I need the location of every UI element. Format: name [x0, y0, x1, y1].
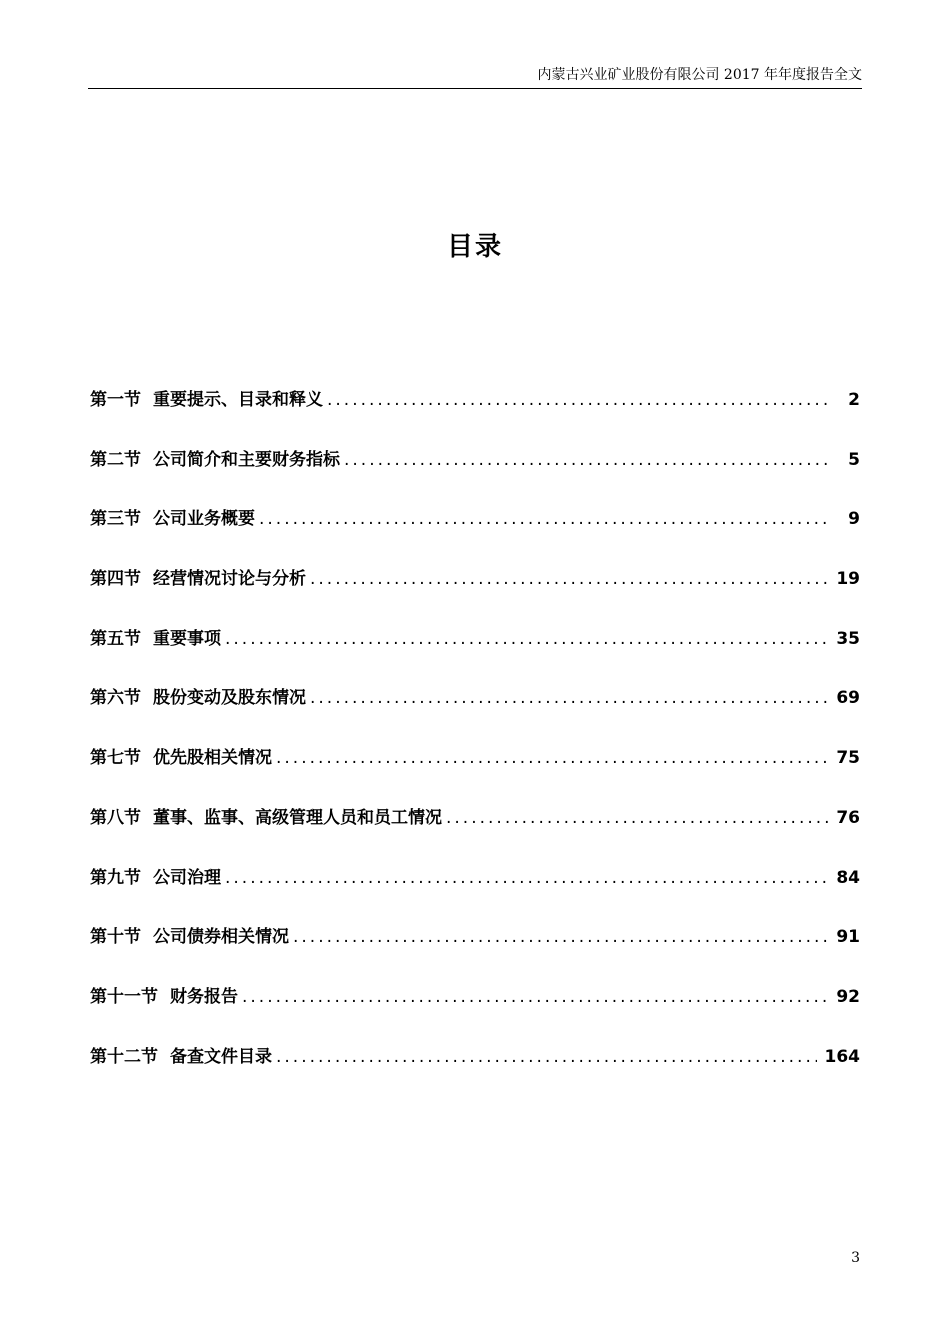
toc-section-number: 第九节 [90, 867, 141, 888]
toc-page-number: 19 [836, 569, 860, 590]
toc-entry-label [90, 866, 221, 890]
toc-section-title: 优先股相关情况 [153, 748, 272, 769]
dot-leader [225, 866, 828, 890]
dot-leader [327, 388, 828, 412]
toc-section-title: 公司债券相关情况 [153, 927, 289, 948]
toc-page-number: 35 [836, 628, 860, 649]
dot-leader [276, 1045, 817, 1069]
dot-leader [344, 448, 828, 472]
toc-entry-label [90, 925, 289, 949]
toc-section-number: 第一节 [90, 390, 141, 410]
toc-entry[interactable] [90, 806, 860, 866]
dot-leader [276, 746, 828, 770]
toc-entry-label [90, 985, 238, 1009]
toc-entry[interactable] [90, 448, 860, 508]
toc-section-number: 第六节 [90, 688, 141, 709]
running-header: 内蒙古兴业矿业股份有限公司 2017 年年度报告全文 [537, 67, 862, 83]
table-of-contents [90, 388, 860, 1104]
toc-page-number: 9 [848, 509, 860, 530]
toc-entry[interactable] [90, 627, 860, 687]
toc-entry[interactable] [90, 1045, 860, 1105]
toc-section-title: 重要提示、目录和释义 [153, 390, 323, 410]
toc-section-number: 第二节 [90, 449, 141, 470]
toc-page-number: 69 [836, 688, 860, 709]
toc-section-title: 备查文件目录 [170, 1046, 272, 1067]
page-title: 目录 [446, 232, 503, 262]
toc-entry[interactable] [90, 746, 860, 806]
toc-entry-label [90, 1045, 272, 1069]
toc-section-title: 董事、监事、高级管理人员和员工情况 [153, 807, 442, 828]
toc-section-title: 股份变动及股东情况 [153, 688, 306, 709]
toc-section-number: 第八节 [90, 807, 141, 828]
toc-page-number: 91 [836, 927, 860, 948]
toc-entry-label [90, 507, 255, 531]
toc-page-number: 5 [848, 449, 860, 470]
toc-section-title: 经营情况讨论与分析 [153, 569, 306, 590]
toc-entry-label [90, 746, 272, 770]
toc-section-title: 重要事项 [153, 628, 221, 649]
page-number: 3 [851, 1250, 860, 1266]
toc-section-number: 第十二节 [90, 1046, 158, 1067]
toc-section-number: 第五节 [90, 628, 141, 649]
toc-entry-label [90, 448, 340, 472]
toc-section-title: 公司简介和主要财务指标 [153, 449, 340, 470]
dot-leader [446, 806, 828, 830]
dot-leader [310, 686, 828, 710]
toc-section-number: 第三节 [90, 509, 141, 530]
toc-page-number: 164 [824, 1046, 860, 1067]
dot-leader [242, 985, 828, 1009]
toc-page-number: 2 [848, 390, 860, 410]
toc-entry-label [90, 627, 221, 651]
toc-entry[interactable] [90, 925, 860, 985]
toc-section-title: 公司治理 [153, 867, 221, 888]
toc-entry-label [90, 806, 442, 830]
toc-entry-label [90, 567, 306, 591]
toc-page-number: 76 [836, 807, 860, 828]
dot-leader [259, 507, 828, 531]
toc-section-number: 第十节 [90, 927, 141, 948]
toc-entry[interactable] [90, 388, 860, 448]
toc-entry-label [90, 686, 306, 710]
toc-entry[interactable] [90, 866, 860, 926]
toc-entry[interactable] [90, 686, 860, 746]
toc-entry-label [90, 388, 323, 412]
dot-leader [310, 567, 828, 591]
toc-entry[interactable] [90, 567, 860, 627]
toc-section-number: 第十一节 [90, 986, 158, 1007]
toc-page-number: 75 [836, 748, 860, 769]
toc-section-title: 财务报告 [170, 986, 238, 1007]
toc-section-number: 第四节 [90, 569, 141, 590]
toc-page-number: 84 [836, 867, 860, 888]
toc-section-number: 第七节 [90, 748, 141, 769]
toc-entry[interactable] [90, 985, 860, 1045]
toc-entry[interactable] [90, 507, 860, 567]
dot-leader [293, 925, 828, 949]
toc-section-title: 公司业务概要 [153, 509, 255, 530]
toc-page-number: 92 [836, 986, 860, 1007]
dot-leader [225, 627, 828, 651]
header-divider [88, 88, 862, 89]
